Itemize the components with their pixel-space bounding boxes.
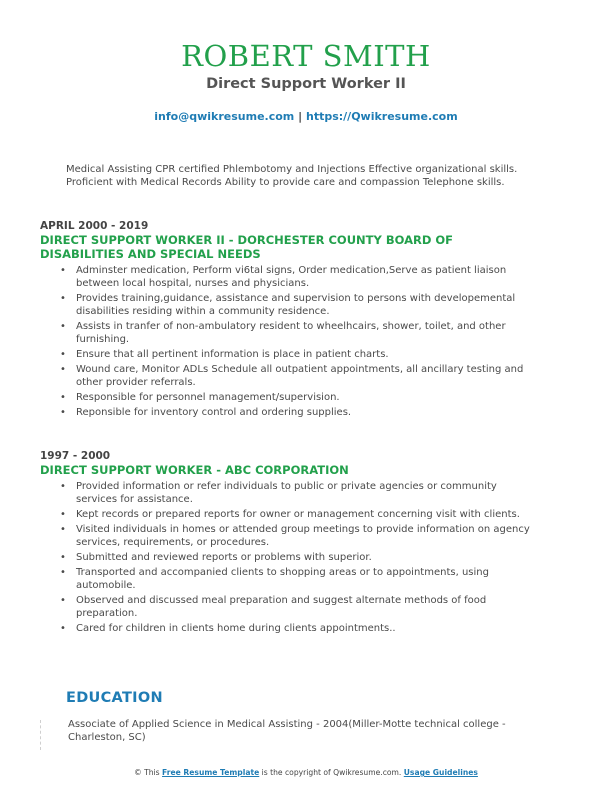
job-dates: 1997 - 2000 bbox=[40, 450, 111, 462]
job-dates: APRIL 2000 - 2019 bbox=[40, 220, 149, 232]
job-bullets bbox=[40, 480, 540, 635]
contact-separator: | bbox=[298, 110, 303, 123]
free-resume-template-link[interactable]: Free Resume Template bbox=[162, 768, 260, 777]
website-link[interactable]: https://Qwikresume.com bbox=[305, 110, 458, 123]
bullet-item: • Provided information or refer individuals to public or private agencies or community services for assistance. bbox=[40, 480, 540, 506]
contact-line bbox=[0, 110, 612, 123]
job-bullets bbox=[40, 264, 540, 419]
job-title: DIRECT SUPPORT WORKER - ABC CORPORATION bbox=[40, 463, 349, 477]
bullet-item: • Transported and accompanied clients to shopping areas or to appointments, using automobile. bbox=[40, 566, 540, 592]
candidate-name: ROBERT SMITH bbox=[181, 39, 431, 73]
candidate-title: Direct Support Worker II bbox=[206, 76, 406, 92]
bullet-item: • Wound care, Monitor ADLs Schedule all outpatient appointments, all ancillary testing and other provider referrals. bbox=[40, 363, 540, 389]
experience-entry bbox=[40, 219, 540, 421]
bullet-item: • Responsible for personnel management/supervision. bbox=[40, 391, 540, 404]
bullet-item: • Visited individuals in homes or attended group meetings to provide information on agency services, requirements, or procedures. bbox=[40, 523, 540, 549]
summary-text: Medical Assisting CPR certified Phlembotomy and Injections Effective organizational skills. Proficient with Medical Records Ability to provide care and compassion Telephone skills. bbox=[66, 164, 518, 188]
bullet-item: • Cared for children in clients home during clients appointments.. bbox=[40, 622, 540, 635]
job-title: DIRECT SUPPORT WORKER II - DORCHESTER COUNTY BOARD OF DISABILITIES AND SPECIAL NEEDS bbox=[40, 233, 454, 261]
bullet-item: • Reponsible for inventory control and ordering supplies. bbox=[40, 406, 540, 419]
resume-header bbox=[0, 38, 612, 94]
email-link[interactable]: info@qwikresume.com bbox=[154, 110, 295, 123]
bullet-item: • Observed and discussed meal preparation and suggest alternate methods of food preparation. bbox=[40, 594, 540, 620]
education-heading: EDUCATION bbox=[66, 690, 163, 706]
bullet-item: • Adminster medication, Perform vi6tal signs, Order medication,Serve as patient liaison between local hospital, nurses and physicians. bbox=[40, 264, 540, 290]
footer-prefix: © This bbox=[134, 768, 160, 777]
education-divider bbox=[40, 720, 41, 750]
usage-guidelines-link[interactable]: Usage Guidelines bbox=[403, 768, 478, 777]
bullet-item: • Provides training,guidance, assistance and supervision to persons with developemental disabilities residing within a community residence. bbox=[40, 292, 540, 318]
bullet-item: • Kept records or prepared reports for owner or management concerning visit with clients. bbox=[40, 508, 540, 521]
education-entry: Associate of Applied Science in Medical Assisting - 2004(Miller-Motte technical college - Charleston, SC) bbox=[68, 719, 506, 743]
bullet-item: • Ensure that all pertinent information is place in patient charts. bbox=[40, 348, 540, 361]
bullet-item: • Assists in tranfer of non-ambulatory resident to wheelhcairs, shower, toilet, and other furnishing. bbox=[40, 320, 540, 346]
experience-entry bbox=[40, 449, 540, 637]
footer bbox=[0, 768, 612, 777]
footer-copyright: is the copyright of Qwikresume.com. bbox=[261, 768, 402, 777]
bullet-item: • Submitted and reviewed reports or problems with superior. bbox=[40, 551, 540, 564]
